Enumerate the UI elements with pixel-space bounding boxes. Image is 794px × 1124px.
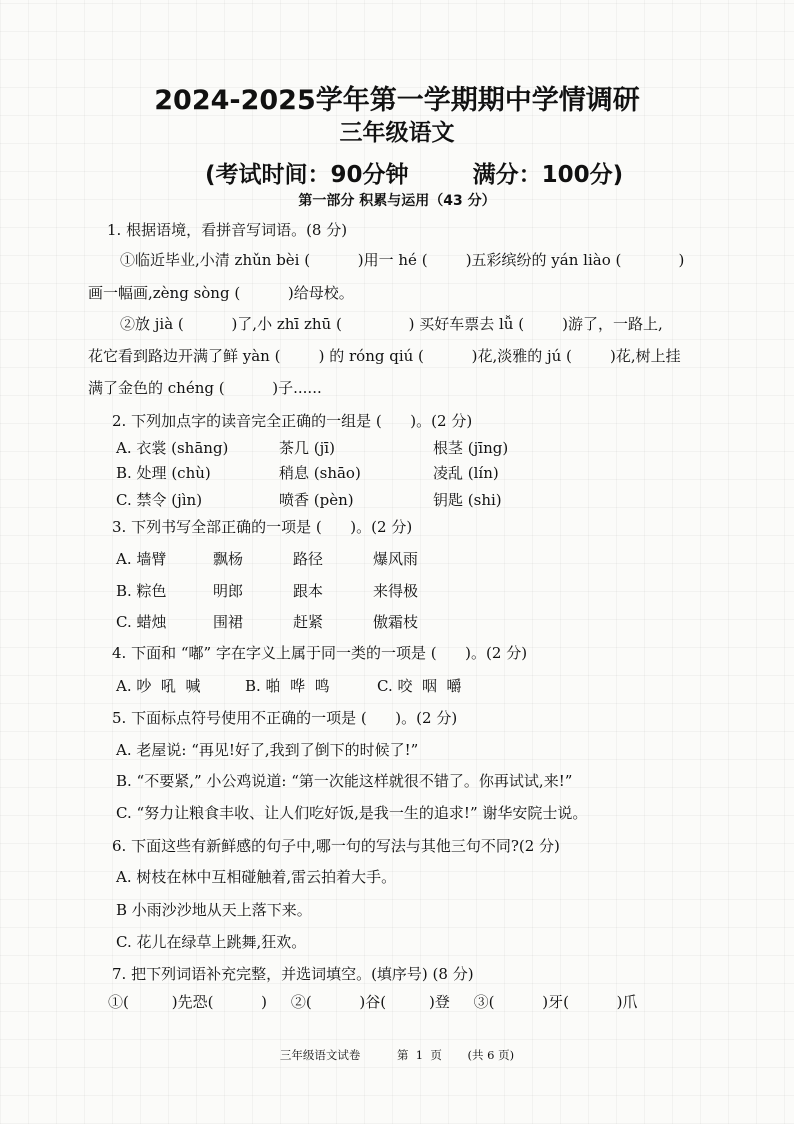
q4-option-b: B. 啪 哗 鸣: [245, 677, 330, 695]
q5-stem: 5. 下面标点符号使用不正确的一项是 ( )。(2 分): [112, 709, 458, 727]
q3-option-c-3: 赶紧: [293, 613, 324, 631]
q2-option-b-2: 稍息 (shāo): [279, 464, 361, 482]
q2-option-b-3: 凌乱 (lín): [433, 464, 499, 482]
q6-stem: 6. 下面这些有新鲜感的句子中,哪一句的写法与其他三句不同?(2 分): [112, 837, 560, 855]
q5-option-a: A. 老屋说: “再见!好了,我到了倒下的时候了!”: [116, 741, 419, 759]
q2-option-c-2: 喷香 (pèn): [279, 491, 354, 509]
q4-stem: 4. 下面和 “嘟” 字在字义上属于同一类的一项是 ( )。(2 分): [112, 644, 528, 662]
q1-line-1: ①临近毕业,小清 zhǔn bèi ( )用一 hé ( )五彩缤纷的 yán liào ( ): [120, 251, 685, 269]
q3-option-a-1: A. 墙臂: [116, 550, 167, 568]
q3-option-b-1: B. 粽色: [116, 582, 167, 600]
q3-option-b-3: 跟本: [293, 582, 324, 600]
q3-option-a-4: 爆风雨: [373, 550, 419, 568]
q1-line-2: 画一幅画,zèng sòng ( )给母校。: [88, 284, 354, 302]
q2-option-c-1: C. 禁令 (jìn): [116, 491, 203, 509]
q3-option-b-4: 来得极: [373, 582, 419, 600]
q1-line-4: 花它看到路边开满了鲜 yàn ( ) 的 róng qiú ( )花,淡雅的 jú ( )花,树上挂: [88, 347, 681, 365]
q2-stem: 2. 下列加点字的读音完全正确的一组是 ( )。(2 分): [112, 412, 473, 430]
q2-option-b-1: B. 处理 (chù): [116, 464, 211, 482]
exam-title: 2024-2025学年第一学期期中学情调研: [154, 85, 640, 116]
q4-option-a: A. 吵 吼 喊: [116, 677, 201, 695]
q7-stem: 7. 把下列词语补充完整，并选词填空。(填序号) (8 分): [112, 965, 474, 983]
q5-option-c: C. “努力让粮食丰收、让人们吃好饭,是我一生的追求!” 谢华安院士说。: [116, 804, 588, 822]
q3-option-a-3: 路径: [293, 550, 324, 568]
q2-option-c-3: 钥匙 (shi): [433, 491, 502, 509]
q3-option-b-2: 明郎: [213, 582, 244, 600]
q4-option-c: C. 咬 咽 嚼: [377, 677, 462, 695]
q3-option-c-1: C. 蜡烛: [116, 613, 167, 631]
q2-option-a-3: 根茎 (jīng): [433, 439, 509, 457]
q1-line-3: ②放 jià ( )了,小 zhī zhū ( ) 买好车票去 lǚ ( )游了，一路上,: [120, 315, 663, 333]
q5-option-b: B. “不要紧,” 小公鸡说道: “第一次能这样就很不错了。你再试试,来!”: [116, 772, 573, 790]
exam-info: (考试时间：90分钟 满分：100分): [205, 162, 624, 188]
q6-option-b: B 小雨沙沙地从天上落下来。: [116, 901, 312, 919]
q2-option-a-1: A. 衣裳 (shāng): [116, 439, 229, 457]
q3-option-c-4: 傲霜枝: [373, 613, 419, 631]
q1-line-5: 满了金色的 chéng ( )子......: [88, 379, 322, 397]
part-title: 第一部分 积累与运用（43 分）: [298, 193, 496, 209]
page-footer: 三年级语文试卷 第 1 页 (共 6 页): [279, 1048, 515, 1062]
q3-option-c-2: 围裙: [213, 613, 244, 631]
q7-fill-line: ①( )先恐( ) ②( )谷( )登 ③( )牙( )爪: [108, 993, 638, 1011]
exam-subtitle: 三年级语文: [339, 120, 455, 146]
q1-stem: 1. 根据语境，看拼音写词语。(8 分): [107, 221, 348, 239]
q3-option-a-2: 飘杨: [213, 550, 244, 568]
q3-stem: 3. 下列书写全部正确的一项是 ( )。(2 分): [112, 518, 413, 536]
q2-option-a-2: 茶几 (jī): [279, 439, 335, 457]
q6-option-c: C. 花儿在绿草上跳舞,狂欢。: [116, 933, 307, 951]
q6-option-a: A. 树枝在林中互相碰触着,雷云拍着大手。: [116, 868, 397, 886]
